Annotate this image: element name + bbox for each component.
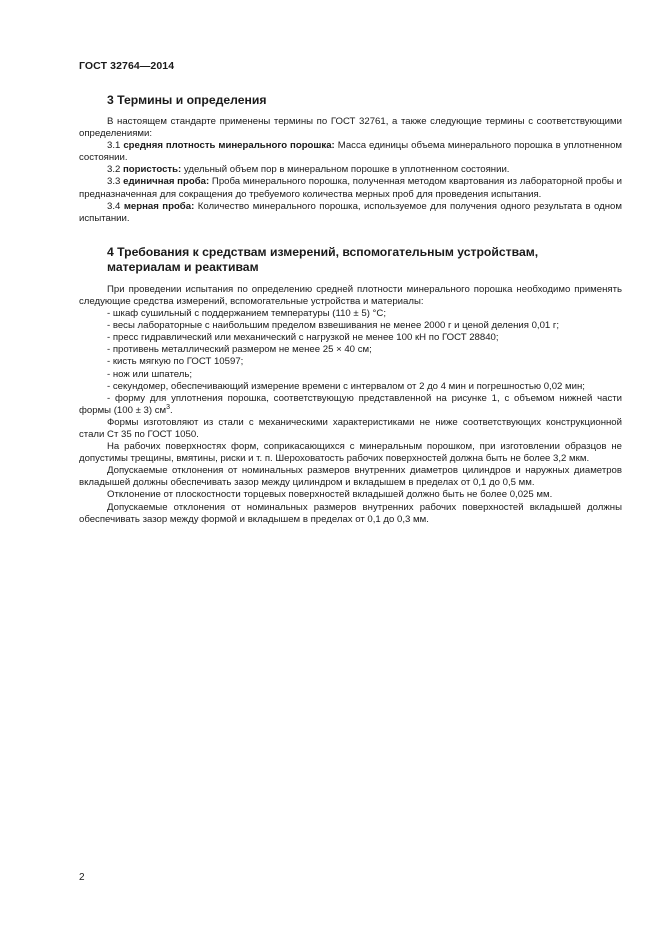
term-3-4 [79,201,622,225]
list-item-tray: - противень металлический размером не менее 25 × 40 см; [107,344,372,356]
term-3-1 [79,140,622,164]
term-3-2 [79,164,622,176]
list-item-press: - пресс гидравлический или механический с нагрузкой не менее 100 кН по ГОСТ 28840; [107,332,499,344]
paragraph-flatness: Отклонение от плоскостности торцевых поверхностей вкладышей должно быть не более 0,025 мм. [107,489,553,501]
list-item-brush: - кисть мягкую по ГОСТ 10597; [107,356,244,368]
term-definition: Количество минерального порошка, используемое для получения одного результата в одном испытании. [79,200,622,224]
term-definition: Проба минерального порошка, полученная методом квартования из лабораторной пробы и предназначенная для сокращения до требуемого количества мерных проб для проведения испытания. [79,176,623,200]
term-definition: Масса единицы объема минерального порошка в уплотненном состоянии. [79,140,622,164]
term-3-3 [79,176,622,200]
section-4-heading-line-2: материалам и реактивам [107,259,259,274]
mold-superscript: 3 [166,403,171,411]
mold-end: . [170,404,173,416]
list-item-stopwatch: - секундомер, обеспечивающий измерение времени с интервалом от 2 до 4 мин и погрешностью 0,02 мин; [107,380,585,392]
term-definition: удельный объем пор в минеральном порошке в уплотненном состоянии. [183,164,510,176]
list-item-knife: - нож или шпатель; [107,368,193,380]
paragraph-diameter-tolerance: Допускаемые отклонения от номинальных размеров внутренних диаметров цилиндров и наружных диаметров вкладышей должны обеспечивать зазор между цилиндром и вкладышем в пределах от 0,1 до 0,5 мм. [79,465,622,489]
section-4-heading-line-1: 4 Требования к средствам измерений, вспомогательным устройствам, [107,244,539,259]
page-content [79,90,622,526]
term-name: средняя плотность минерального порошка: [123,140,335,152]
list-item-oven: - шкаф сушильный с поддержанием температуры (110 ± 5) °С; [107,308,386,320]
term-name: пористость: [123,164,182,176]
term-number: 3.3 [107,176,121,188]
section-4-heading [79,245,622,275]
term-number: 3.1 [107,140,121,152]
term-number: 3.2 [107,164,121,176]
section-4-intro: При проведении испытания по определению средней плотности минерального порошка необходимо применять следующие средства измерений, вспомогательные устройства и материалы: [79,283,622,307]
term-name: мерная проба: [123,200,195,212]
paragraph-surface-defects: На рабочих поверхностях форм, соприкасающихся с минеральным порошком, при изготовлении образцов не допустимы трещины, вмятины, риски и т. п. Шероховатость рабочих поверхностей должна быть не более 3,2 мкм. [79,441,622,465]
list-item-scales: - весы лабораторные с наибольшим пределом взвешивания не менее 2000 г и ценой деления 0,01 г; [107,320,560,332]
page-number: 2 [79,872,85,883]
paragraph-mold-steel: Формы изготовляют из стали с механическими характеристиками не ниже соответствующих конструкционной стали Ст 35 по ГОСТ 1050. [79,416,622,440]
list-item-mold [79,393,622,417]
section-3-heading: 3 Термины и определения [107,93,267,107]
term-name: единичная проба: [123,176,210,188]
paragraph-insert-gap: Допускаемые отклонения от номинальных размеров внутренних рабочих поверхностей вкладышей должны обеспечивать зазор между формой и вкладышем в пределах от 0,1 до 0,3 мм. [79,501,622,525]
document-code-header: ГОСТ 32764—2014 [79,60,175,72]
mold-text: - форму для уплотнения порошка, соответствующую представленной на рисунке 1, с объемом нижней части формы (100 ± 3) см [79,392,622,416]
term-number: 3.4 [107,200,121,212]
section-3-intro: В настоящем стандарте применены термины по ГОСТ 32761, а также следующие термины с соответствующими определениями: [79,116,622,140]
